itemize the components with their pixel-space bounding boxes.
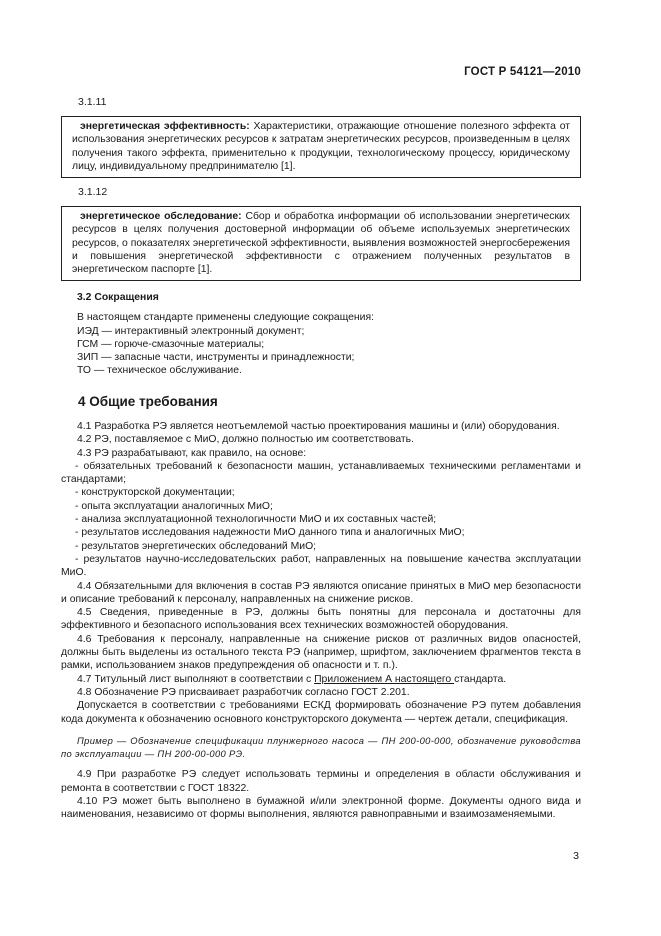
paragraph-4-7 bbox=[61, 673, 581, 686]
abbreviation-item: ТО — техническое обслуживание. bbox=[77, 365, 242, 377]
clause-number-3-1-11: 3.1.11 bbox=[78, 96, 107, 108]
definition-energy-efficiency: Характеристики, отражающие отношение полезного эффекта от использования энергетических ресурсов к затратам энергетических ресурсов, произведенным в целях получения такого эффекта, применительно к продукции, технологическому процессу, юридическому лицу, индивидуальному предпринимателю [1]. bbox=[72, 121, 571, 172]
basis-item: - опыта эксплуатации аналогичных МиО; bbox=[75, 500, 273, 512]
paragraph-4-1: 4.1 Разработка РЭ является неотъемлемой частью проектирования машины и (или) оборудования. bbox=[77, 421, 560, 432]
definition-energy-audit: Сбор и обработка информации об использовании энергетических ресурсов в целях получения достоверной информации об объеме используемых энергетических ресурсов, о показателях энергетической эффективности, выявления возможностей энергосбережения и повышения энергетической эффективности с отражением полученных результатов в энергетическом паспорте [1]. bbox=[72, 211, 571, 276]
section-abbreviations bbox=[61, 291, 581, 378]
page-number: 3 bbox=[573, 850, 579, 862]
paragraph-4-8-extra: Допускается в соответствии с требованиями ЕСКД формировать обозначение РЭ путем добавления кода документа к обозначению основного конструкторского документа — чертеж детали, спецификация. bbox=[61, 700, 581, 725]
paragraph-4-4: 4.4 Обязательными для включения в состав РЭ являются описание принятых в МиО мер безопасности и описание требований к персоналу, направленных на снижение рисков. bbox=[61, 580, 581, 605]
definition-box-energy-audit bbox=[61, 206, 581, 281]
abbreviation-item: ЗИП — запасные части, инструменты и принадлежности; bbox=[77, 352, 355, 364]
paragraph-4-8: 4.8 Обозначение РЭ присваивает разработчик согласно ГОСТ 2.201. bbox=[77, 686, 410, 698]
basis-item: - результатов энергетических обследований МиО; bbox=[75, 540, 317, 552]
term-energy-efficiency: энергетическая эффективность: bbox=[80, 121, 250, 132]
basis-item: - результатов исследования надежности МиО данного типа и аналогичных МиО; bbox=[75, 527, 465, 539]
abbreviation-item: ГСМ — горюче-смазочные материалы; bbox=[77, 338, 265, 350]
appendix-a-reference: Приложением А настоящего bbox=[314, 673, 455, 685]
basis-item: - анализа эксплуатационной технологичности МиО и их составных частей; bbox=[75, 514, 437, 526]
definition-text bbox=[72, 210, 570, 276]
abbreviations-intro: В настоящем стандарте применены следующие сокращения: bbox=[77, 312, 374, 324]
abbreviation-item: ИЭД — интерактивный электронный документ; bbox=[77, 325, 305, 337]
basis-item: - обязательных требований к безопасности машин, устанавливаемых техническими регламентами и стандартами; bbox=[61, 460, 581, 486]
basis-item: - конструкторской документации; bbox=[75, 487, 235, 499]
example-note: Пример — Обозначение спецификации плунжерного насоса — ПН 200-00-000, обозначение руководства по эксплуатации — ПН 200-00-000 РЭ. bbox=[61, 734, 581, 760]
definition-text bbox=[72, 120, 570, 173]
section-title-4: 4 Общие требования bbox=[78, 394, 218, 409]
section-title-3-2: 3.2 Сокращения bbox=[77, 292, 159, 303]
paragraph-4-10: 4.10 РЭ может быть выполнено в бумажной и/или электронной форме. Документы одного вида и наименования, независимо от формы выполнения, являются равноправными и взаимозаменяемыми. bbox=[61, 796, 581, 821]
basis-item: - результатов научно-исследовательских работ, направленных на повышение качества эксплуатации МиО. bbox=[61, 553, 581, 579]
paragraph-4-2: 4.2 РЭ, поставляемое с МиО, должно полностью им соответствовать. bbox=[77, 434, 414, 446]
paragraph-4-7-prefix: 4.7 Титульный лист выполняют в соответствии с bbox=[77, 673, 315, 685]
standard-header: ГОСТ Р 54121—2010 bbox=[464, 66, 581, 78]
paragraph-4-3: 4.3 РЭ разрабатывают, как правило, на основе: bbox=[77, 447, 307, 459]
paragraph-4-5: 4.5 Сведения, приведенные в РЭ, должны быть понятны для персонала и достаточны для эффективного и безопасного использования всех технических возможностей оборудования. bbox=[61, 607, 581, 632]
clause-number-3-1-12: 3.1.12 bbox=[78, 186, 108, 198]
paragraph-4-9: 4.9 При разработке РЭ следует использовать термины и определения в области обслуживания и ремонта в соответствии с ГОСТ 18322. bbox=[61, 769, 581, 794]
paragraph-4-7-suffix: стандарта. bbox=[454, 673, 507, 685]
definition-box-energy-efficiency bbox=[61, 116, 581, 178]
term-energy-audit: энергетическое обследование: bbox=[80, 211, 242, 222]
paragraph-4-6: 4.6 Требования к персоналу, направленные на снижение рисков от различных видов опасностей, должны быть выделены из остального текста РЭ (например, шрифтом, заключением фрагментов текста в рамки, использованием знаков предупреждения об опасности и т. п.). bbox=[61, 633, 581, 672]
section-general-requirements bbox=[61, 420, 581, 822]
